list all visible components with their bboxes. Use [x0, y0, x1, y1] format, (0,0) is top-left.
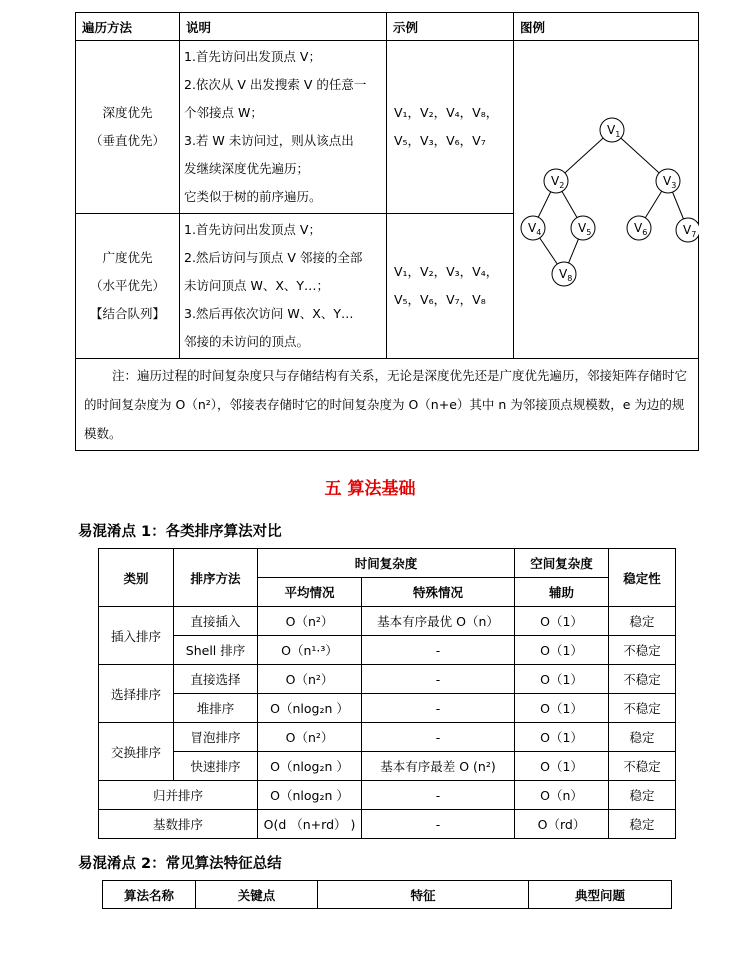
stability: 稳定 [609, 723, 676, 752]
bfs-desc-line: 2.然后访问与顶点 V 邻接的全部 [184, 250, 363, 265]
graph-diagram [514, 41, 699, 353]
avg-complexity: O(d （n+rd） ) [258, 810, 362, 839]
dfs-desc-line: 发继续深度优先遍历； [184, 161, 310, 176]
graph-node-label: $V_7$ [683, 223, 697, 239]
header-average: 平均情况 [258, 578, 362, 607]
avg-complexity: O（nlog₂n ） [258, 752, 362, 781]
bfs-example-line: V₁，V₂，V₃，V₄， [394, 264, 499, 279]
table-row [99, 694, 676, 723]
dfs-desc-line: 1.首先访问出发顶点 V； [184, 49, 321, 64]
dfs-name-line: （垂直优先） [89, 133, 165, 148]
traversal-table [75, 12, 699, 451]
stability: 不稳定 [609, 665, 676, 694]
sort-method: 直接插入 [174, 607, 258, 636]
graph-node-label: $V_8$ [559, 267, 573, 283]
subheading-features: 易混淆点 2：常见算法特征总结 [78, 856, 282, 872]
bfs-name-line: （水平优先） [89, 278, 165, 293]
space-complexity: O（rd） [515, 810, 609, 839]
table-row [99, 752, 676, 781]
special-complexity: - [362, 665, 515, 694]
sort-method: 直接选择 [174, 665, 258, 694]
dfs-desc-line: 个邻接点 W； [184, 105, 263, 120]
dfs-desc-line: 3.若 W 未访问过，则从该点出 [184, 133, 354, 148]
graph-node-label: $V_1$ [607, 123, 621, 139]
avg-complexity: O（nlog₂n ） [258, 781, 362, 810]
table-row [99, 607, 676, 636]
header-diagram: 图例 [514, 13, 699, 41]
header-time-complexity: 时间复杂度 [258, 549, 515, 578]
graph-node-label: $V_3$ [663, 174, 677, 190]
bfs-desc-line: 邻接的未访问的顶点。 [184, 334, 310, 349]
bfs-example-line: V₅，V₆，V₇，V₈ [394, 292, 486, 307]
avg-complexity: O（n¹·³） [258, 636, 362, 665]
bfs-desc-line: 未访问顶点 W、X、Y…； [184, 278, 330, 293]
space-complexity: O（1） [515, 752, 609, 781]
header-space-complexity: 空间复杂度 [515, 549, 609, 578]
header-stability: 稳定性 [609, 549, 676, 607]
dfs-desc-line: 它类似于树的前序遍历。 [184, 189, 322, 204]
sort-method: Shell 排序 [174, 636, 258, 665]
bfs-desc-line: 3.然后再依次访问 W、X、Y… [184, 306, 354, 321]
special-complexity: - [362, 636, 515, 665]
header-method: 遍历方法 [76, 13, 180, 41]
header-description: 说明 [180, 13, 387, 41]
graph-node-label: $V_6$ [634, 221, 648, 237]
note-row [76, 359, 699, 451]
dfs-name [76, 41, 180, 214]
header-example: 示例 [387, 13, 514, 41]
dfs-example-line: V₅，V₃，V₆，V₇ [394, 133, 486, 148]
special-complexity: - [362, 781, 515, 810]
bfs-name-line: 广度优先 [102, 250, 153, 265]
space-complexity: O（1） [515, 723, 609, 752]
sort-method: 冒泡排序 [174, 723, 258, 752]
category-swap: 交换排序 [99, 723, 174, 781]
table-row [99, 723, 676, 752]
special-complexity: - [362, 694, 515, 723]
header-category: 类别 [99, 549, 174, 607]
space-complexity: O（1） [515, 636, 609, 665]
bfs-example [387, 214, 514, 359]
bfs-desc-line: 1.首先访问出发顶点 V； [184, 222, 321, 237]
bfs-description [180, 214, 387, 359]
dfs-desc-line: 2.依次从 V 出发搜索 V 的任意一 [184, 77, 367, 92]
avg-complexity: O（n²） [258, 723, 362, 752]
stability: 稳定 [609, 810, 676, 839]
complexity-note: 注：遍历过程的时间复杂度只与存储结构有关系，无论是深度优先还是广度优先遍历，邻接矩阵存储时它的时间复杂度为 O（n²），邻接表存储时它的时间复杂度为 O（n+e）其中 n 为邻接顶点规模数，e 为边的规模数。 [76, 359, 699, 451]
features-table [102, 880, 672, 909]
section-title: 五 算法基础 [324, 479, 416, 499]
sort-method: 归并排序 [99, 781, 258, 810]
header-auxiliary: 辅助 [515, 578, 609, 607]
avg-complexity: O（n²） [258, 607, 362, 636]
space-complexity: O（n） [515, 781, 609, 810]
stability: 不稳定 [609, 694, 676, 723]
stability: 稳定 [609, 607, 676, 636]
bfs-name [76, 214, 180, 359]
sort-method: 基数排序 [99, 810, 258, 839]
category-select: 选择排序 [99, 665, 174, 723]
special-complexity: - [362, 810, 515, 839]
bfs-name-line: 【结合队列】 [89, 306, 165, 321]
traversal-header-row [76, 13, 699, 41]
header-feature: 特征 [318, 881, 529, 909]
features-header-row [103, 881, 672, 909]
header-sort-method: 排序方法 [174, 549, 258, 607]
table-row [99, 810, 676, 839]
dfs-example [387, 41, 514, 214]
special-complexity: - [362, 723, 515, 752]
avg-complexity: O（n²） [258, 665, 362, 694]
stability: 稳定 [609, 781, 676, 810]
table-row [99, 636, 676, 665]
graph-node-label: $V_2$ [551, 174, 565, 190]
graph-node-label: $V_4$ [528, 221, 542, 237]
stability: 不稳定 [609, 752, 676, 781]
sort-method: 堆排序 [174, 694, 258, 723]
space-complexity: O（1） [515, 607, 609, 636]
dfs-name-line: 深度优先 [102, 105, 153, 120]
dfs-example-line: V₁，V₂，V₄，V₈， [394, 105, 499, 120]
table-row [99, 781, 676, 810]
header-key-point: 关键点 [196, 881, 318, 909]
sort-header-row [99, 549, 676, 578]
header-algorithm-name: 算法名称 [103, 881, 196, 909]
stability: 不稳定 [609, 636, 676, 665]
sorting-table [98, 548, 676, 839]
category-insert: 插入排序 [99, 607, 174, 665]
dfs-description [180, 41, 387, 214]
dfs-row [76, 41, 699, 214]
subheading-sorting: 易混淆点 1：各类排序算法对比 [78, 524, 282, 540]
table-row [99, 665, 676, 694]
space-complexity: O（1） [515, 665, 609, 694]
graph-node-label: $V_5$ [578, 221, 592, 237]
graph-diagram-cell [514, 41, 699, 359]
header-typical-problem: 典型问题 [529, 881, 672, 909]
space-complexity: O（1） [515, 694, 609, 723]
header-special: 特殊情况 [362, 578, 515, 607]
avg-complexity: O（nlog₂n ） [258, 694, 362, 723]
special-complexity: 基本有序最优 O（n） [362, 607, 515, 636]
special-complexity: 基本有序最差 O (n²) [362, 752, 515, 781]
sort-method: 快速排序 [174, 752, 258, 781]
